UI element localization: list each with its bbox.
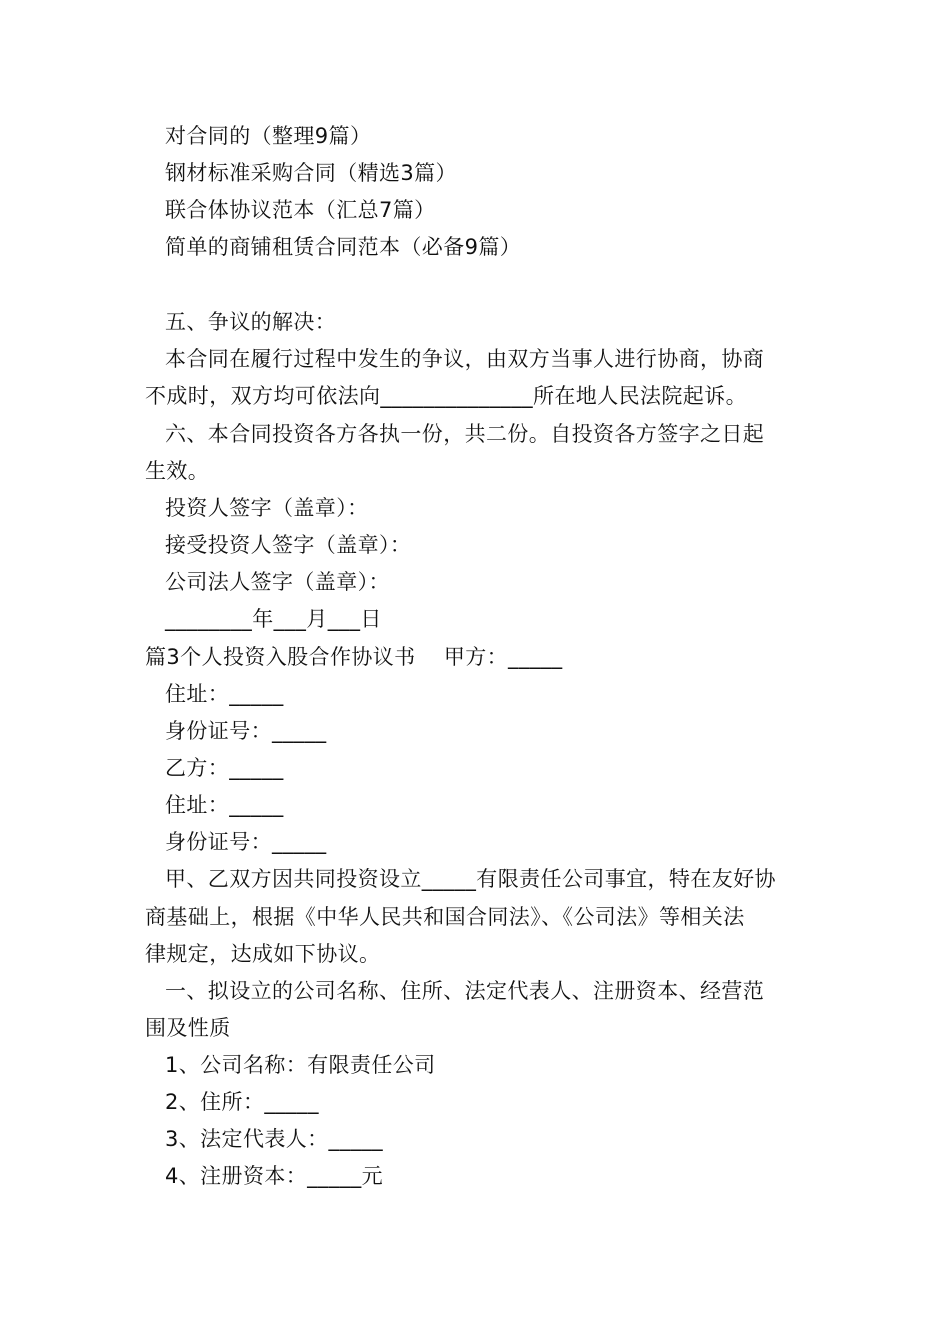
list-item: 1、公司名称：有限责任公司	[165, 1053, 436, 1077]
section-heading-company: 一、拟设立的公司名称、住所、法定代表人、注册资本、经营范	[165, 979, 765, 1003]
list-item: 2、住所：_____	[165, 1090, 319, 1114]
field-line: 乙方：_____	[165, 756, 284, 780]
related-link-3[interactable]: 联合体协议范本（汇总7篇）	[165, 198, 436, 222]
signature-line-recipient: 接受投资人签字（盖章）：	[165, 533, 412, 557]
related-link-1[interactable]: 对合同的（整理9篇）	[165, 124, 372, 148]
paragraph-line: 不成时，双方均可依法向______________所在地人民法院起诉。	[145, 384, 747, 408]
agreement-title: 篇3个人投资入股合作协议书 甲方：_____	[145, 645, 563, 669]
related-link-2[interactable]: 钢材标准采购合同（精选3篇）	[165, 161, 457, 185]
list-item: 4、注册资本：_____元	[165, 1164, 384, 1188]
paragraph-line: 围及性质	[145, 1016, 231, 1040]
paragraph-line: 律规定，达成如下协议。	[145, 942, 381, 966]
field-line: 身份证号：_____	[165, 830, 327, 854]
signature-line-legal-person: 公司法人签字（盖章）：	[165, 570, 390, 594]
field-line: 住址：_____	[165, 793, 284, 817]
related-link-4[interactable]: 简单的商铺租赁合同范本（必备9篇）	[165, 235, 522, 259]
field-line: 身份证号：_____	[165, 719, 327, 743]
paragraph-line: 本合同在履行过程中发生的争议，由双方当事人进行协商，协商	[165, 347, 765, 371]
paragraph-line: 生效。	[145, 459, 210, 483]
field-line: 住址：_____	[165, 682, 284, 706]
signature-line-investor: 投资人签字（盖章）：	[165, 496, 369, 520]
list-item: 3、法定代表人：_____	[165, 1127, 384, 1151]
section-heading-dispute: 五、争议的解决：	[165, 310, 337, 334]
date-line: ________年___月___日	[165, 607, 382, 631]
paragraph-line: 六、本合同投资各方各执一份，共二份。自投资各方签字之日起	[165, 422, 765, 446]
paragraph-line: 商基础上，根据《中华人民共和国合同法》、《公司法》等相关法	[145, 905, 745, 929]
paragraph-line: 甲、乙双方因共同投资设立_____有限责任公司事宜，特在友好协	[165, 867, 776, 891]
